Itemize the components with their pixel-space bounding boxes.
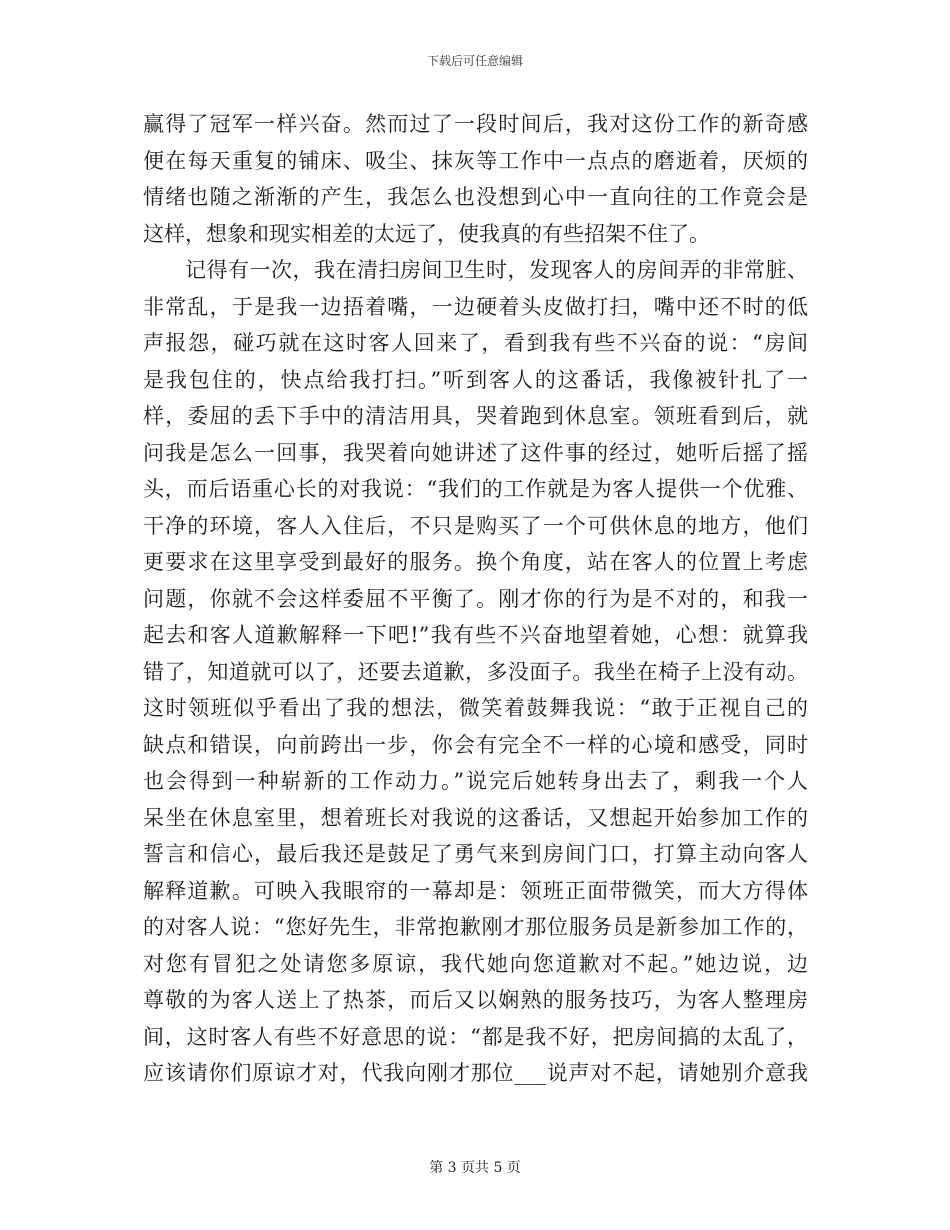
text-line: 这时领班似乎看出了我的想法，微笑着鼓舞我说：“敢于正视自己的 xyxy=(143,696,808,720)
text-line: 尊敬的为客人送上了热茶，而后又以娴熟的服务技巧，为客人整理房 xyxy=(143,988,808,1012)
text-line: 的对客人说：“您好先生，非常抱歉刚才那位服务员是新参加工作的， xyxy=(143,915,808,939)
text-line: 头，而后语重心长的对我说：“我们的工作就是为客人提供一个优雅、 xyxy=(143,477,808,501)
text-line: 干净的环境，客人入住后，不只是购买了一个可供休息的地方，他们 xyxy=(143,513,808,538)
text-line: 应该请你们原谅才对，代我向刚才那位___说声对不起，请她别介意我 xyxy=(143,1061,808,1085)
text-line: 问我是怎么一回事，我哭着向她讲述了这件事的经过，她听后摇了摇 xyxy=(143,440,808,465)
text-line: 间，这时客人有些不好意思的说：“都是我不好，把房间搞的太乱了， xyxy=(143,1024,808,1049)
text-line: 记得有一次，我在清扫房间卫生时，发现客人的房间弄的非常脏、 xyxy=(185,258,808,282)
page-header: 下载后可任意编辑 xyxy=(426,54,523,68)
text-line: 这样，想象和现实相差的太远了，使我真的有些招架不住了。 xyxy=(143,221,710,246)
text-line: 问题，你就不会这样委屈不平衡了。刚才你的行为是不对的，和我一 xyxy=(143,586,808,611)
text-line: 解释道歉。可映入我眼帘的一幕却是：领班正面带微笑，而大方得体 xyxy=(143,878,808,903)
text-line: 情绪也随之渐渐的产生，我怎么也没想到心中一直向往的工作竟会是 xyxy=(143,185,808,209)
text-line: 对您有冒犯之处请您多原谅，我代她向您道歉对不起。”她边说，边 xyxy=(143,951,808,976)
text-line: 也会得到一种崭新的工作动力。”说完后她转身出去了，剩我一个人 xyxy=(143,769,808,793)
text-line: 誓言和信心，最后我还是鼓足了勇气来到房间门口，打算主动向客人 xyxy=(143,842,808,866)
text-line: 更要求在这里享受到最好的服务。换个角度，站在客人的位置上考虑 xyxy=(143,550,808,574)
text-line: 样，委屈的丢下手中的清洁用具，哭着跑到休息室。领班看到后，就 xyxy=(143,404,808,428)
text-line: 是我包住的，快点给我打扫。”听到客人的这番话，我像被针扎了一 xyxy=(143,367,808,392)
text-line: 便在每天重复的铺床、吸尘、抹灰等工作中一点点的磨逝着，厌烦的 xyxy=(143,148,808,173)
text-line: 非常乱，于是我一边捂着嘴，一边硬着头皮做打扫，嘴中还不时的低 xyxy=(143,294,808,319)
text-line: 起去和客人道歉解释一下吧!”我有些不兴奋地望着她，心想：就算我 xyxy=(143,623,808,647)
text-line: 声报怨，碰巧就在这时客人回来了，看到我有些不兴奋的说：“房间 xyxy=(143,331,808,355)
text-line: 错了，知道就可以了，还要去道歉，多没面子。我坐在椅子上没有动。 xyxy=(143,659,808,684)
text-line: 赢得了冠军一样兴奋。然而过了一段时间后，我对这份工作的新奇感 xyxy=(143,112,808,136)
text-line: 呆坐在休息室里，想着班长对我说的这番话，又想起开始参加工作的 xyxy=(143,805,808,830)
document-body xyxy=(143,106,808,1092)
text-line: 缺点和错误，向前跨出一步，你会有完全不一样的心境和感受，同时 xyxy=(143,732,808,757)
page-footer: 第 3 页共 5 页 xyxy=(429,1160,521,1176)
